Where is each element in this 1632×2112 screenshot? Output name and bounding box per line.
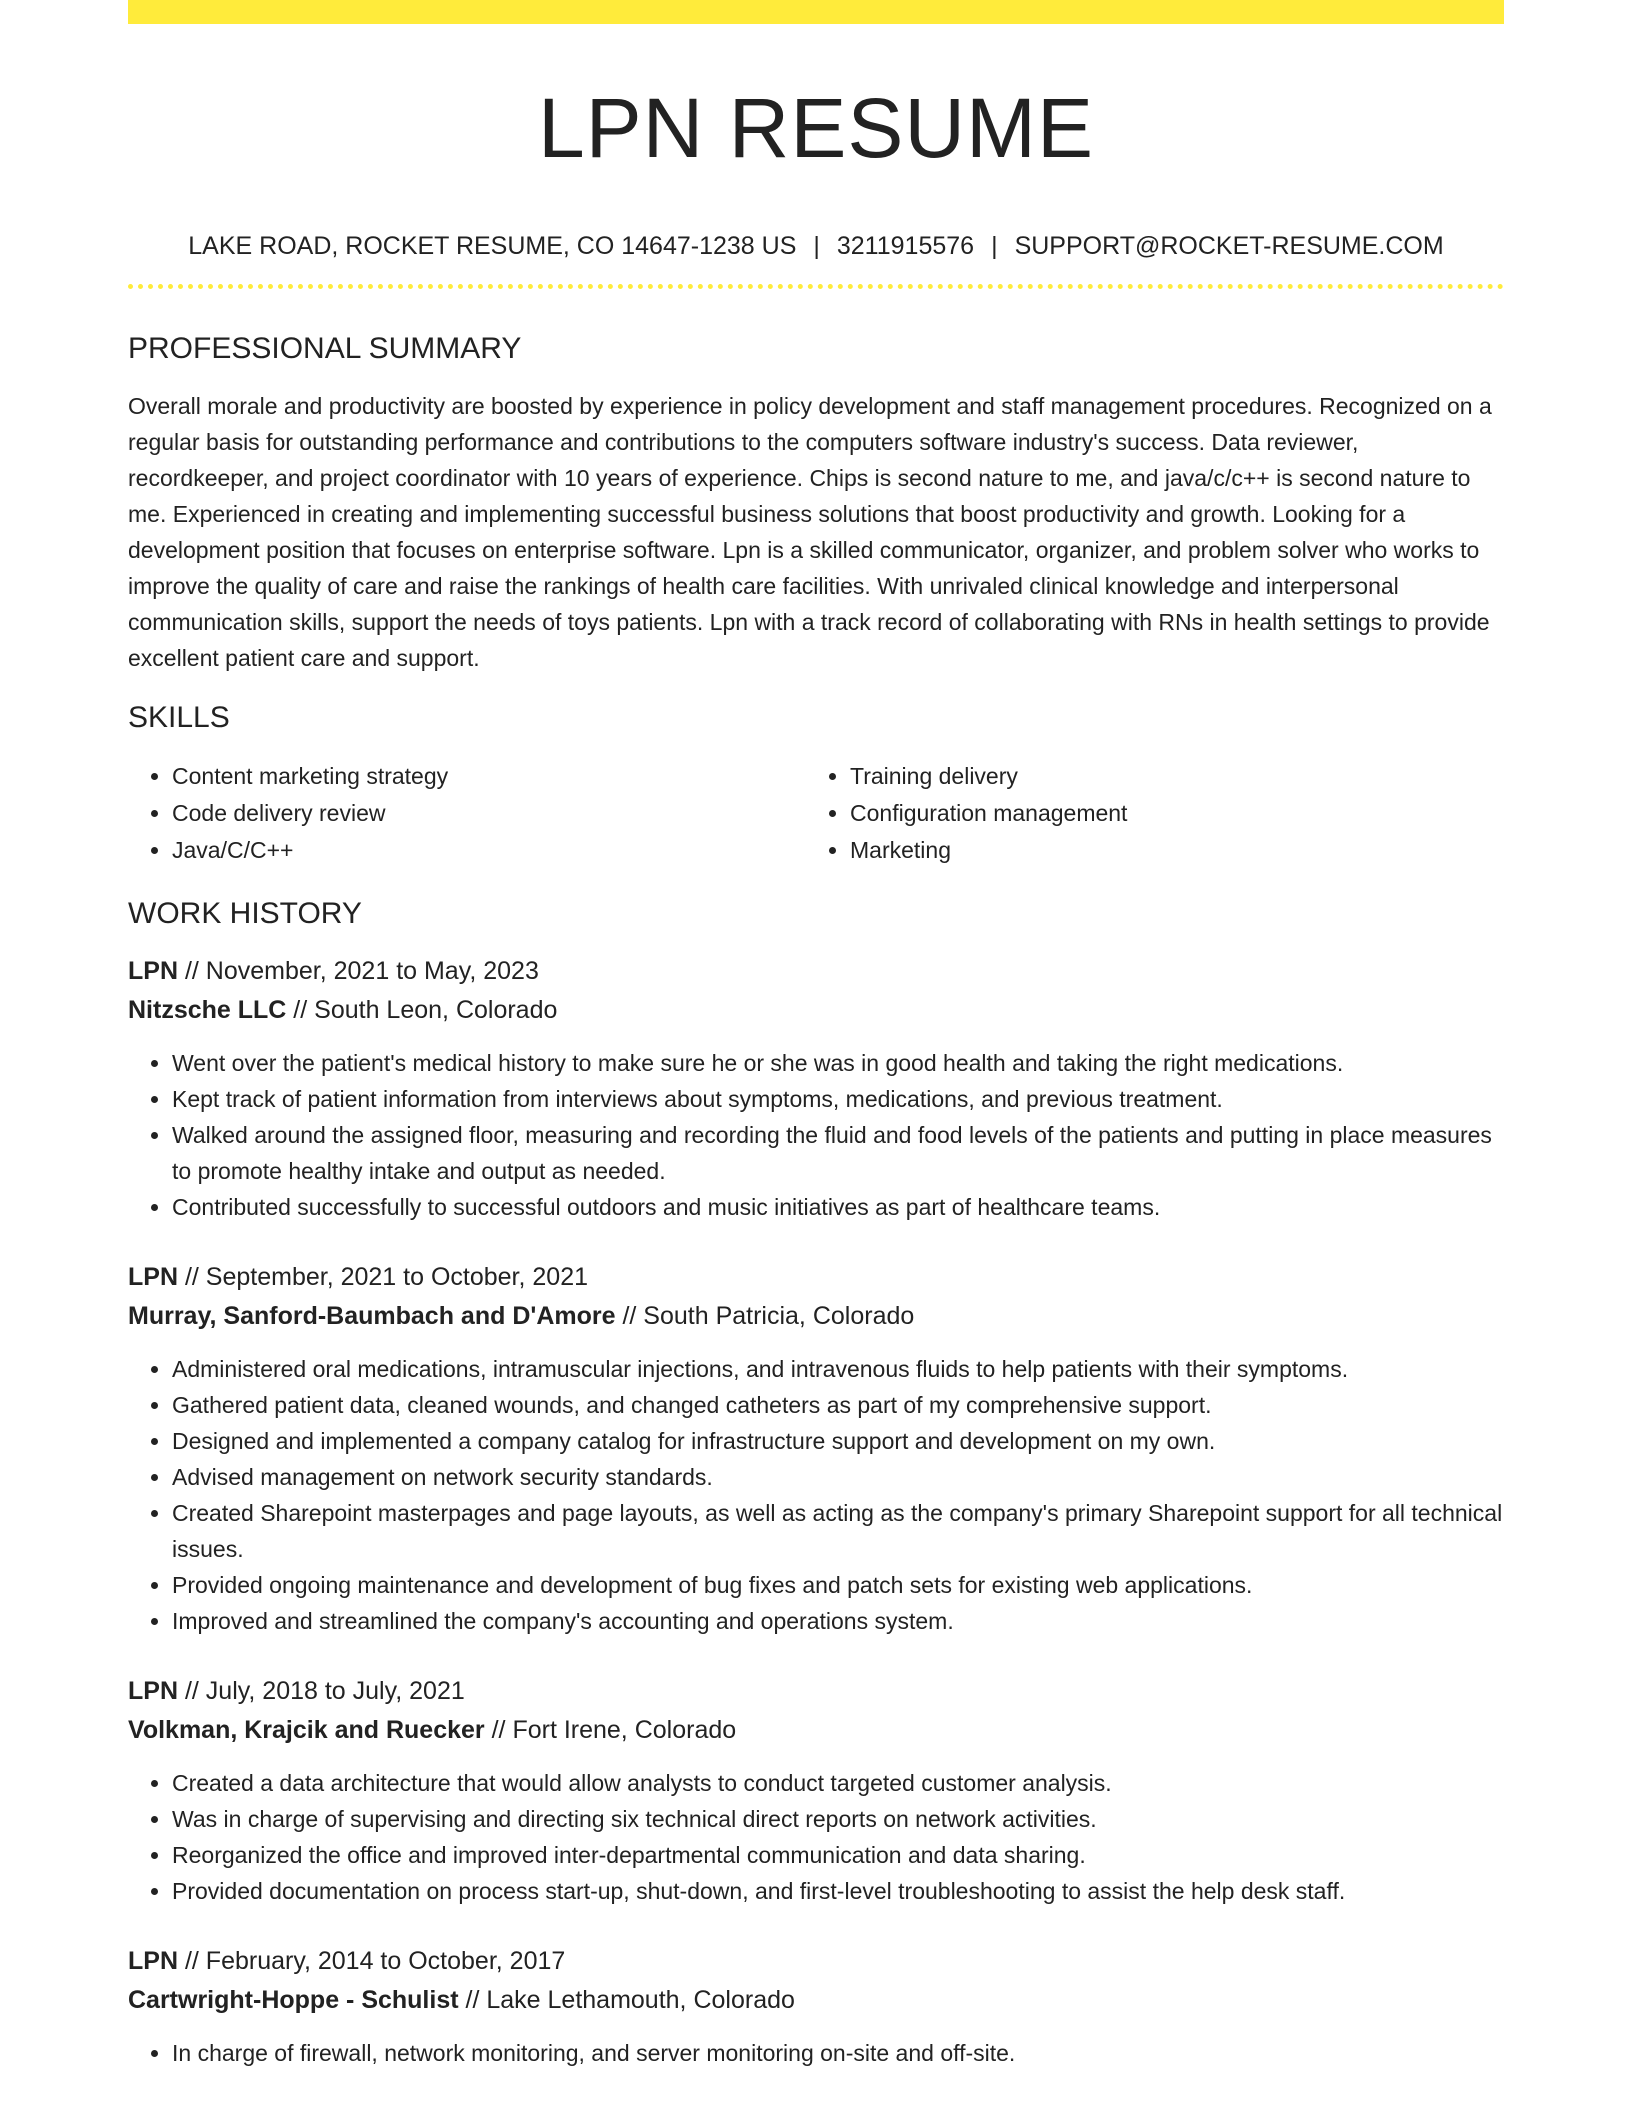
contact-separator: | xyxy=(813,232,820,260)
job-location: South Patricia, Colorado xyxy=(643,1302,915,1330)
job-bullet: • Designed and implemented a company catalog for infrastructure support and development on my own. xyxy=(172,1423,1504,1459)
job-bullet: • Went over the patient's medical history to make sure he or she was in good health and taking the right medications. xyxy=(172,1045,1504,1081)
skill-item: • Training delivery xyxy=(850,758,1484,795)
skill-item: • Code delivery review xyxy=(172,795,806,832)
skill-item: • Marketing xyxy=(850,832,1484,869)
skills-heading: SKILLS xyxy=(128,701,230,734)
summary-heading: PROFESSIONAL SUMMARY xyxy=(128,332,522,365)
job-entry xyxy=(128,1942,1504,2071)
job-location: Fort Irene, Colorado xyxy=(512,1716,737,1744)
contact-separator: | xyxy=(991,232,998,260)
skills-list xyxy=(128,758,1504,869)
job-bullet: • Walked around the assigned floor, measuring and recording the fluid and food levels of the patients and putting in place measures to promote healthy intake and output as needed. xyxy=(172,1117,1504,1189)
job-separator: // xyxy=(178,1947,206,1975)
job-role-dates xyxy=(128,1942,1504,1981)
job-role: LPN xyxy=(128,1947,178,1975)
job-role: LPN xyxy=(128,1677,178,1705)
job-bullet: • Administered oral medications, intramuscular injections, and intravenous fluids to help patients with their symptoms. xyxy=(172,1351,1504,1387)
job-entry xyxy=(128,952,1504,1225)
contact-email: SUPPORT@ROCKET-RESUME.COM xyxy=(1014,232,1444,260)
job-dates: September, 2021 to October, 2021 xyxy=(205,1263,589,1291)
job-role-dates xyxy=(128,1672,1504,1711)
job-separator: // xyxy=(484,1716,513,1744)
job-bullet: • In charge of firewall, network monitoring, and server monitoring on-site and off-site. xyxy=(172,2035,1504,2071)
job-entry xyxy=(128,1258,1504,1639)
job-dates: November, 2021 to May, 2023 xyxy=(205,957,539,985)
job-separator: // xyxy=(286,996,315,1024)
job-company: Cartwright-Hoppe - Schulist xyxy=(128,1986,459,2014)
job-separator: // xyxy=(178,957,206,985)
job-bullet: • Created Sharepoint masterpages and page layouts, as well as acting as the company's primary Sharepoint support for all technical issues. xyxy=(172,1495,1504,1567)
job-company-location xyxy=(128,1981,1504,2020)
job-bullets xyxy=(128,1045,1504,1225)
job-company: Volkman, Krajcik and Ruecker xyxy=(128,1716,485,1744)
job-role: LPN xyxy=(128,1263,178,1291)
job-separator: // xyxy=(615,1302,644,1330)
job-bullet: • Gathered patient data, cleaned wounds, and changed catheters as part of my comprehensive support. xyxy=(172,1387,1504,1423)
job-bullet: • Was in charge of supervising and directing six technical direct reports on network activities. xyxy=(172,1801,1504,1837)
job-company: Nitzsche LLC xyxy=(128,996,287,1024)
job-bullets xyxy=(128,1765,1504,1909)
job-separator: // xyxy=(178,1263,206,1291)
work-history-heading: WORK HISTORY xyxy=(128,897,362,930)
job-role-dates xyxy=(128,952,1504,991)
skill-item: • Content marketing strategy xyxy=(172,758,806,795)
contact-phone: 3211915576 xyxy=(836,232,975,260)
job-bullet: • Created a data architecture that would allow analysts to conduct targeted customer analysis. xyxy=(172,1765,1504,1801)
contact-line xyxy=(128,230,1504,262)
skills-column-left xyxy=(128,758,806,869)
resume-content xyxy=(128,0,1504,2071)
job-bullet: • Advised management on network security standards. xyxy=(172,1459,1504,1495)
job-dates: July, 2018 to July, 2021 xyxy=(205,1677,465,1705)
job-company: Murray, Sanford-Baumbach and D'Amore xyxy=(128,1302,616,1330)
summary-text: Overall morale and productivity are boosted by experience in policy development and staff management procedures. Recognized on a regular basis for outstanding performance and contributions to the computers software industry's success. Data reviewer, recordkeeper, and project coordinator with 10 years of experience. Chips is second nature to me, and java/c/c++ is second nature to me. Experienced in creating and implementing successful business solutions that boost productivity and growth. Looking for a development position that focuses on enterprise software. Lpn is a skilled communicator, organizer, and problem solver who works to improve the quality of care and raise the rankings of health care facilities. With unrivaled clinical knowledge and interpersonal communication skills, support the needs of toys patients. Lpn with a track record of collaborating with RNs in health settings to provide excellent patient care and support. xyxy=(128,393,1492,671)
job-bullets xyxy=(128,2035,1504,2071)
job-bullets xyxy=(128,1351,1504,1639)
job-location: South Leon, Colorado xyxy=(314,996,558,1024)
job-role: LPN xyxy=(128,957,178,985)
job-entry xyxy=(128,1672,1504,1909)
skill-item: • Configuration management xyxy=(850,795,1484,832)
job-bullet: • Reorganized the office and improved inter-departmental communication and data sharing. xyxy=(172,1837,1504,1873)
job-separator: // xyxy=(178,1677,206,1705)
job-role-dates xyxy=(128,1258,1504,1297)
skill-item: • Java/C/C++ xyxy=(172,832,806,869)
job-bullet: • Improved and streamlined the company's accounting and operations system. xyxy=(172,1603,1504,1639)
dotted-divider xyxy=(128,284,1504,289)
skills-column-right xyxy=(806,758,1484,869)
job-company-location xyxy=(128,991,1504,1030)
job-company-location xyxy=(128,1297,1504,1336)
page-title: LPN RESUME xyxy=(537,81,1095,175)
job-bullet: • Contributed successfully to successful outdoors and music initiatives as part of healthcare teams. xyxy=(172,1189,1504,1225)
job-bullet: • Provided documentation on process start-up, shut-down, and first-level troubleshooting to assist the help desk staff. xyxy=(172,1873,1504,1909)
job-bullet: • Provided ongoing maintenance and development of bug fixes and patch sets for existing web applications. xyxy=(172,1567,1504,1603)
job-dates: February, 2014 to October, 2017 xyxy=(205,1947,566,1975)
job-separator: // xyxy=(458,1986,487,2014)
job-bullet: • Kept track of patient information from interviews about symptoms, medications, and previous treatment. xyxy=(172,1081,1504,1117)
job-location: Lake Lethamouth, Colorado xyxy=(486,1986,795,2014)
contact-address: LAKE ROAD, ROCKET RESUME, CO 14647-1238 US xyxy=(188,232,797,260)
job-company-location xyxy=(128,1711,1504,1750)
